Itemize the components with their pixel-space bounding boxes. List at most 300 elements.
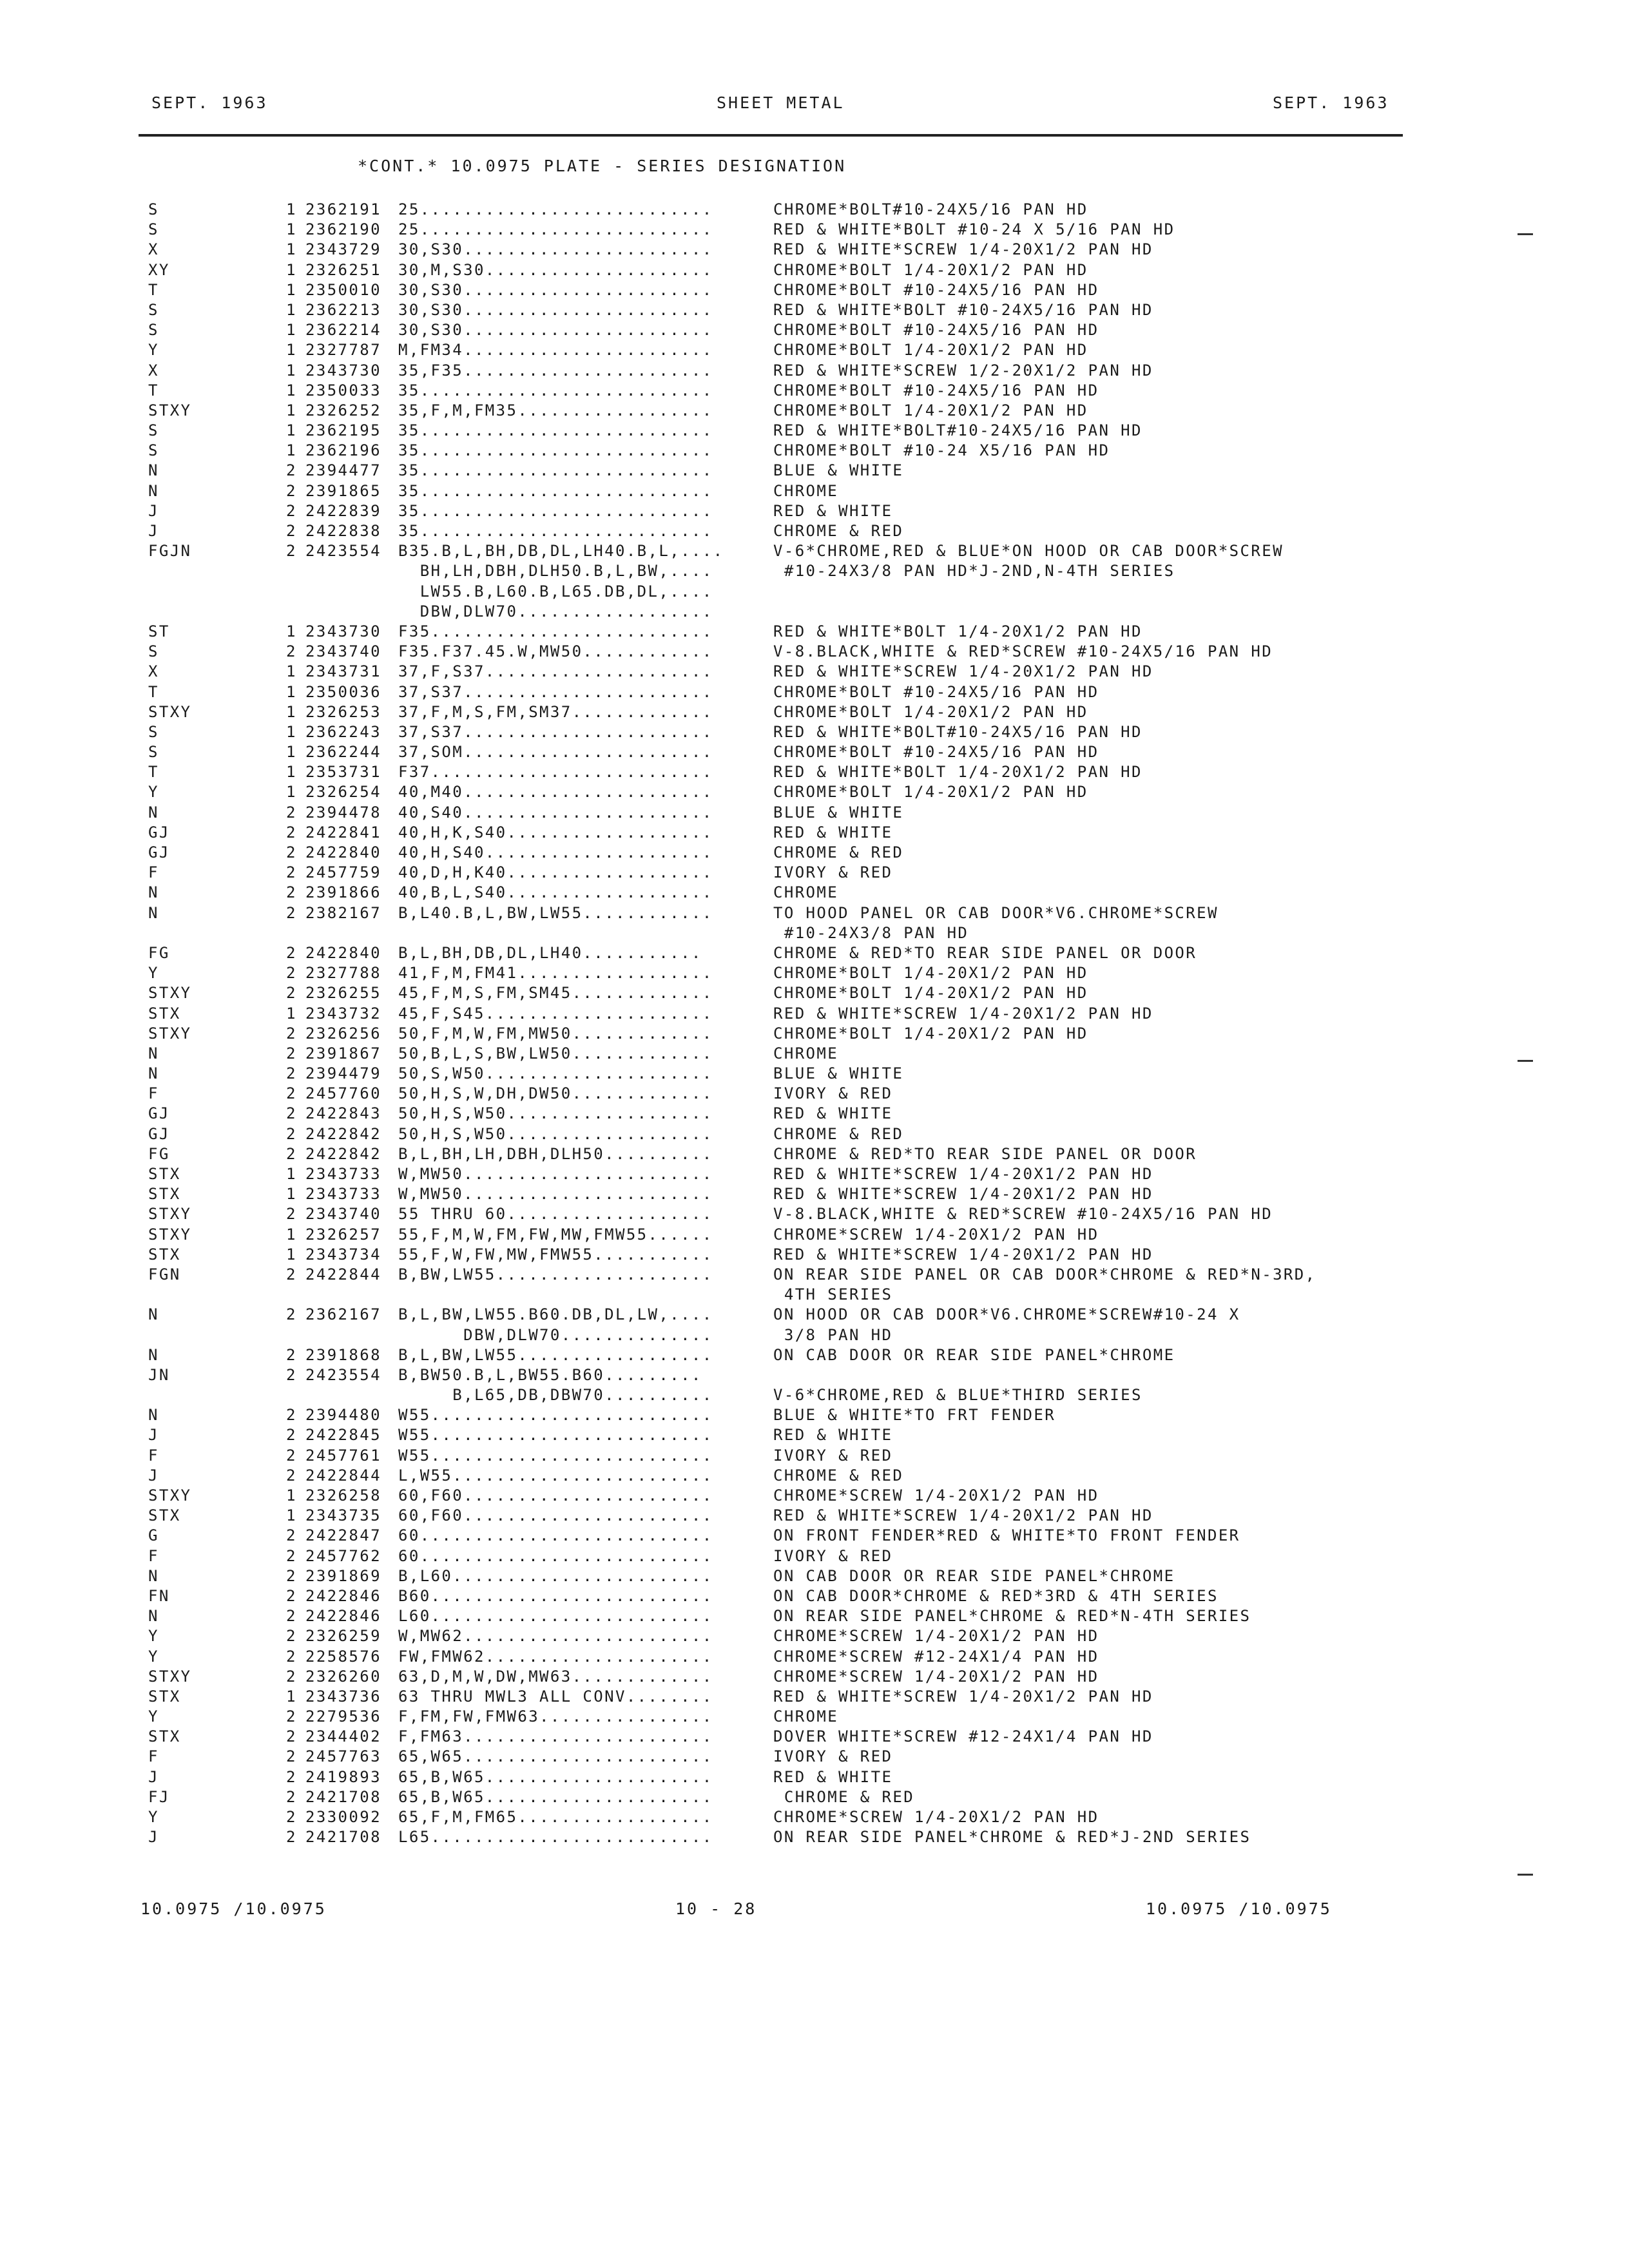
row-description: CHROME*BOLT 1/4-20X1/2 PAN HD: [773, 783, 1088, 802]
row-quantity: 1: [286, 763, 297, 782]
row-description: RED & WHITE*SCREW 1/4-20X1/2 PAN HD: [773, 1245, 1153, 1264]
row-series-code: STX: [148, 1727, 181, 1746]
margin-mark: [1518, 1874, 1533, 1876]
row-description: RED & WHITE*SCREW 1/4-20X1/2 PAN HD: [773, 1687, 1153, 1706]
row-quantity: 1: [286, 361, 297, 380]
row-models: 37,F,S37.....................: [398, 662, 713, 681]
list-item: [0, 461, 1629, 481]
row-quantity: 1: [286, 702, 297, 721]
row-models: 50,H,S,W50...................: [398, 1124, 713, 1143]
row-part-number: 2326251: [305, 260, 381, 279]
row-series-code: STX: [148, 1506, 181, 1525]
row-quantity: 2: [286, 1064, 297, 1083]
row-series-code: S: [148, 220, 159, 239]
list-item: [0, 823, 1629, 843]
row-series-code: N: [148, 883, 159, 902]
row-series-code: N: [148, 481, 159, 500]
row-series-code: T: [148, 763, 159, 782]
row-series-code: N: [148, 1345, 159, 1364]
row-models: 30,S30.......................: [398, 300, 713, 319]
row-series-code: STX: [148, 1165, 181, 1183]
row-description: CHROME*BOLT #10-24X5/16 PAN HD: [773, 743, 1099, 762]
list-item: [0, 702, 1629, 722]
row-description: BLUE & WHITE: [773, 803, 904, 822]
row-models: 35,F,M,FM35..................: [398, 401, 713, 419]
row-quantity: 2: [286, 803, 297, 822]
list-item: [0, 1606, 1629, 1626]
row-part-number: 2391867: [305, 1044, 381, 1062]
row-series-code: F: [148, 1446, 159, 1465]
row-part-number: 2343731: [305, 662, 381, 681]
row-part-number: 2382167: [305, 903, 381, 922]
list-item: [0, 863, 1629, 883]
row-quantity: 2: [286, 1607, 297, 1626]
row-series-code: FJ: [148, 1787, 170, 1806]
header-date-right: SEPT. 1963: [1273, 93, 1389, 112]
row-part-number: 2326252: [305, 401, 381, 419]
row-description: CHROME & RED: [773, 522, 904, 540]
row-series-code: FG: [148, 943, 170, 962]
list-item: [0, 762, 1629, 782]
row-description: CHROME & RED: [773, 1124, 904, 1143]
row-part-number: 2362195: [305, 421, 381, 440]
row-part-number: 2422842: [305, 1124, 381, 1143]
row-series-code: F: [148, 1747, 159, 1766]
row-description: BLUE & WHITE: [773, 1064, 904, 1083]
row-description: CHROME: [773, 883, 839, 902]
row-description: RED & WHITE*BOLT#10-24X5/16 PAN HD: [773, 421, 1142, 440]
row-part-number: 2362196: [305, 441, 381, 460]
row-description: CHROME & RED*TO REAR SIDE PANEL OR DOOR: [773, 943, 1197, 962]
list-item: [0, 441, 1629, 461]
row-models: W,MW50.......................: [398, 1165, 713, 1183]
row-part-number: 2422846: [305, 1586, 381, 1605]
row-part-number: 2422840: [305, 943, 381, 962]
list-item: [0, 1064, 1629, 1084]
row-quantity: 1: [286, 1004, 297, 1023]
list-item: [0, 722, 1629, 742]
row-description: DOVER WHITE*SCREW #12-24X1/4 PAN HD: [773, 1727, 1153, 1746]
row-description: RED & WHITE*SCREW 1/4-20X1/2 PAN HD: [773, 1004, 1153, 1023]
row-models: 40,D,H,K40...................: [398, 863, 713, 882]
row-series-code: X: [148, 361, 159, 380]
row-series-code: N: [148, 1406, 159, 1425]
row-series-code: Y: [148, 341, 159, 360]
list-item: [0, 521, 1629, 541]
row-description: CHROME*BOLT 1/4-20X1/2 PAN HD: [773, 1024, 1088, 1043]
row-part-number: 2421708: [305, 1787, 381, 1806]
row-quantity: 2: [286, 863, 297, 882]
row-models: 35...........................: [398, 381, 713, 399]
row-series-code: N: [148, 1305, 159, 1324]
list-item: [0, 1707, 1629, 1727]
list-item: [0, 1586, 1629, 1606]
row-part-number: 2343730: [305, 622, 381, 640]
list-item: [0, 1365, 1629, 1385]
row-series-code: GJ: [148, 1104, 170, 1123]
row-series-code: X: [148, 240, 159, 259]
row-quantity: 2: [286, 964, 297, 983]
row-description: RED & WHITE*SCREW 1/2-20X1/2 PAN HD: [773, 361, 1153, 380]
row-part-number: 2422846: [305, 1607, 381, 1626]
row-description: RED & WHITE*SCREW 1/4-20X1/2 PAN HD: [773, 662, 1153, 681]
row-series-code: J: [148, 1767, 159, 1786]
row-quantity: 1: [286, 401, 297, 419]
row-models: 60...........................: [398, 1526, 713, 1545]
row-series-code: XY: [148, 260, 170, 279]
row-series-code: GJ: [148, 1124, 170, 1143]
row-models: 65,W65.......................: [398, 1747, 713, 1766]
list-item: [0, 1647, 1629, 1667]
row-series-code: STXY: [148, 1225, 192, 1244]
row-series-code: J: [148, 501, 159, 520]
row-part-number: 2422840: [305, 843, 381, 861]
row-quantity: 2: [286, 642, 297, 661]
list-item: [0, 381, 1629, 401]
row-models: 37,S37.......................: [398, 682, 713, 701]
row-part-number: 2457761: [305, 1446, 381, 1465]
row-models: 40,M40.......................: [398, 783, 713, 802]
header-section-title: SHEET METAL: [717, 93, 845, 112]
row-description: BLUE & WHITE*TO FRT FENDER: [773, 1406, 1056, 1425]
row-part-number: 2362244: [305, 743, 381, 762]
row-quantity: 2: [286, 1406, 297, 1425]
list-item: [0, 1204, 1629, 1224]
row-part-number: 2421708: [305, 1828, 381, 1847]
row-models: L,W55........................: [398, 1466, 713, 1485]
list-item: [0, 1566, 1629, 1586]
row-description: V-6*CHROME,RED & BLUE*THIRD SERIES: [773, 1386, 1142, 1405]
row-part-number: 2422842: [305, 1144, 381, 1163]
row-part-number: 2422845: [305, 1426, 381, 1445]
row-description: CHROME & RED: [773, 843, 904, 861]
row-quantity: 2: [286, 823, 297, 841]
row-description: CHROME*BOLT 1/4-20X1/2 PAN HD: [773, 260, 1088, 279]
row-quantity: 2: [286, 501, 297, 520]
row-description: CHROME*BOLT 1/4-20X1/2 PAN HD: [773, 702, 1088, 721]
list-item: [0, 320, 1629, 340]
row-quantity: 2: [286, 1647, 297, 1666]
row-description: CHROME*SCREW #12-24X1/4 PAN HD: [773, 1647, 1099, 1666]
row-description: IVORY & RED: [773, 1546, 893, 1565]
row-part-number: 2326256: [305, 1024, 381, 1043]
row-description: IVORY & RED: [773, 863, 893, 882]
row-models: W,MW62.......................: [398, 1627, 713, 1646]
row-models: F35..........................: [398, 622, 713, 640]
row-models: 65,F,M,FM65..................: [398, 1808, 713, 1826]
row-description: CHROME*SCREW 1/4-20X1/2 PAN HD: [773, 1486, 1099, 1504]
row-part-number: 2362214: [305, 321, 381, 340]
row-models: 55,F,W,FW,MW,FMW55...........: [398, 1245, 713, 1264]
row-series-code: FG: [148, 1144, 170, 1163]
row-models: 37,F,M,S,FM,SM37.............: [398, 702, 713, 721]
row-models: B35.B,L,BH,DB,DL,LH40.B,L,....: [398, 542, 724, 561]
row-description: CHROME: [773, 1044, 839, 1062]
row-models: 55,F,M,W,FM,FW,MW,FMW55......: [398, 1225, 713, 1244]
row-description: ON CAB DOOR OR REAR SIDE PANEL*CHROME: [773, 1566, 1175, 1585]
row-quantity: 2: [286, 1627, 297, 1646]
row-description: CHROME*BOLT 1/4-20X1/2 PAN HD: [773, 341, 1088, 360]
row-series-code: X: [148, 662, 159, 681]
row-series-code: Y: [148, 1808, 159, 1826]
row-models: 65,B,W65.....................: [398, 1767, 713, 1786]
row-quantity: 2: [286, 1124, 297, 1143]
row-models: 45,F,S45.....................: [398, 1004, 713, 1023]
row-part-number: 2391865: [305, 481, 381, 500]
row-part-number: 2422844: [305, 1466, 381, 1485]
row-series-code: Y: [148, 964, 159, 983]
row-quantity: 2: [286, 1024, 297, 1043]
row-models: 25...........................: [398, 200, 713, 218]
row-models: B,L40.B,L,BW,LW55............: [398, 903, 713, 922]
row-part-number: 2394480: [305, 1406, 381, 1425]
row-models: DBW,DLW70..............: [398, 1325, 713, 1344]
list-item: [0, 1024, 1629, 1044]
row-quantity: 1: [286, 321, 297, 340]
row-models: 50,F,M,W,FM,MW50.............: [398, 1024, 713, 1043]
list-item: [0, 1827, 1629, 1847]
list-item: [0, 742, 1629, 762]
list-item: [0, 260, 1629, 280]
row-part-number: 2326259: [305, 1627, 381, 1646]
row-series-code: STX: [148, 1004, 181, 1023]
row-models: 63 THRU MWL3 ALL CONV........: [398, 1687, 713, 1706]
row-series-code: N: [148, 1607, 159, 1626]
row-models: 50,H,S,W,DH,DW50.............: [398, 1084, 713, 1103]
row-quantity: 2: [286, 1707, 297, 1726]
row-description: V-8.BLACK,WHITE & RED*SCREW #10-24X5/16 PAN HD: [773, 642, 1273, 661]
row-part-number: 2343729: [305, 240, 381, 259]
row-models: 60...........................: [398, 1546, 713, 1565]
row-description: RED & WHITE*SCREW 1/4-20X1/2 PAN HD: [773, 1185, 1153, 1204]
row-quantity: 1: [286, 200, 297, 218]
list-item: [0, 923, 1629, 943]
row-description: CHROME*BOLT 1/4-20X1/2 PAN HD: [773, 964, 1088, 983]
row-quantity: 2: [286, 1426, 297, 1445]
row-series-code: N: [148, 1044, 159, 1062]
row-quantity: 2: [286, 1446, 297, 1465]
row-series-code: STXY: [148, 984, 192, 1003]
row-description: CHROME: [773, 481, 839, 500]
row-models: F37..........................: [398, 763, 713, 782]
row-models: B,BW,LW55....................: [398, 1265, 713, 1283]
row-models: W55..........................: [398, 1446, 713, 1465]
row-models: 35...........................: [398, 461, 713, 480]
row-models: 37,S37.......................: [398, 722, 713, 741]
row-models: 60,F60.......................: [398, 1486, 713, 1504]
row-quantity: 2: [286, 1144, 297, 1163]
list-item: [0, 1305, 1629, 1325]
row-series-code: N: [148, 1566, 159, 1585]
row-part-number: 2327788: [305, 964, 381, 983]
row-models: 40,B,L,S40...................: [398, 883, 713, 902]
row-part-number: 2343740: [305, 642, 381, 661]
list-item: [0, 1265, 1629, 1285]
list-item: [0, 200, 1629, 220]
row-part-number: 2457759: [305, 863, 381, 882]
list-item: [0, 1747, 1629, 1767]
list-item: [0, 300, 1629, 320]
row-series-code: JN: [148, 1365, 170, 1384]
row-description: IVORY & RED: [773, 1084, 893, 1103]
row-series-code: S: [148, 200, 159, 218]
row-quantity: 2: [286, 903, 297, 922]
row-models: B,L,BH,LH,DBH,DLH50..........: [398, 1144, 713, 1163]
row-models: 37,SOM.......................: [398, 743, 713, 762]
row-part-number: 2343733: [305, 1165, 381, 1183]
row-series-code: F: [148, 1084, 159, 1103]
row-description: V-6*CHROME,RED & BLUE*ON HOOD OR CAB DOOR*SCREW: [773, 542, 1284, 561]
row-series-code: N: [148, 1064, 159, 1083]
list-item: [0, 1004, 1629, 1024]
row-models: 25...........................: [398, 220, 713, 239]
row-quantity: 1: [286, 341, 297, 360]
row-quantity: 1: [286, 260, 297, 279]
row-series-code: T: [148, 280, 159, 299]
parts-list: [0, 200, 1629, 1847]
row-part-number: 2330092: [305, 1808, 381, 1826]
list-item: [0, 1325, 1629, 1345]
row-description: RED & WHITE*SCREW 1/4-20X1/2 PAN HD: [773, 1506, 1153, 1525]
list-item: [0, 421, 1629, 441]
row-quantity: 2: [286, 883, 297, 902]
row-part-number: 2391869: [305, 1566, 381, 1585]
row-models: B,L65,DB,DBW70..........: [398, 1386, 713, 1405]
row-series-code: T: [148, 682, 159, 701]
list-item: [0, 662, 1629, 682]
row-description: CHROME: [773, 1707, 839, 1726]
row-quantity: 2: [286, 1586, 297, 1605]
row-models: 40,H,S40.....................: [398, 843, 713, 861]
row-models: F,FM63.......................: [398, 1727, 713, 1746]
row-part-number: 2343732: [305, 1004, 381, 1023]
row-part-number: 2326260: [305, 1667, 381, 1686]
row-description: CHROME*BOLT#10-24X5/16 PAN HD: [773, 200, 1088, 218]
row-part-number: 2422839: [305, 501, 381, 520]
list-item: [0, 1546, 1629, 1566]
row-models: 35,F35.......................: [398, 361, 713, 380]
list-item: [0, 361, 1629, 381]
list-item: [0, 1767, 1629, 1787]
row-description: CHROME*SCREW 1/4-20X1/2 PAN HD: [773, 1627, 1099, 1646]
row-quantity: 1: [286, 240, 297, 259]
row-part-number: 2279536: [305, 1707, 381, 1726]
row-part-number: 2343740: [305, 1205, 381, 1224]
row-series-code: STXY: [148, 1486, 192, 1504]
row-models: 50,H,S,W50...................: [398, 1104, 713, 1123]
row-quantity: 2: [286, 1365, 297, 1384]
list-item: [0, 1104, 1629, 1124]
row-description: TO HOOD PANEL OR CAB DOOR*V6.CHROME*SCREW: [773, 903, 1219, 922]
row-description: RED & WHITE: [773, 501, 893, 520]
row-series-code: J: [148, 522, 159, 540]
row-quantity: 2: [286, 1084, 297, 1103]
row-models: B,L,BW,LW55.B60.DB,DL,LW,....: [398, 1305, 713, 1324]
row-models: 35...........................: [398, 441, 713, 460]
row-series-code: S: [148, 743, 159, 762]
footer-ref-right: 10.0975 /10.0975: [1146, 1899, 1332, 1918]
list-item: [0, 963, 1629, 983]
row-series-code: STXY: [148, 1024, 192, 1043]
row-models: 50,B,L,S,BW,LW50.............: [398, 1044, 713, 1062]
list-item: [0, 983, 1629, 1003]
row-description: V-8.BLACK,WHITE & RED*SCREW #10-24X5/16 PAN HD: [773, 1205, 1273, 1224]
row-quantity: 2: [286, 1808, 297, 1826]
row-part-number: 2362213: [305, 300, 381, 319]
row-part-number: 2326257: [305, 1225, 381, 1244]
row-models: 45,F,M,S,FM,SM45.............: [398, 984, 713, 1003]
list-item: [0, 1526, 1629, 1546]
row-series-code: J: [148, 1466, 159, 1485]
row-series-code: STXY: [148, 1205, 192, 1224]
list-item: [0, 1687, 1629, 1707]
row-series-code: S: [148, 421, 159, 440]
row-description: ON CAB DOOR*CHROME & RED*3RD & 4TH SERIES: [773, 1586, 1219, 1605]
row-part-number: 2457762: [305, 1546, 381, 1565]
row-series-code: G: [148, 1526, 159, 1545]
row-models: 63,D,M,W,DW,MW63.............: [398, 1667, 713, 1686]
row-part-number: 2423554: [305, 1365, 381, 1384]
row-models: 50,S,W50.....................: [398, 1064, 713, 1083]
row-models: 35...........................: [398, 522, 713, 540]
row-quantity: 2: [286, 1466, 297, 1485]
row-quantity: 1: [286, 783, 297, 802]
row-description: ON REAR SIDE PANEL OR CAB DOOR*CHROME & RED*N-3RD,: [773, 1265, 1316, 1283]
row-models: 41,F,M,FM41..................: [398, 964, 713, 983]
row-quantity: 2: [286, 1566, 297, 1585]
row-series-code: GJ: [148, 843, 170, 861]
list-item: [0, 1727, 1629, 1747]
row-models: F35.F37.45.W,MW50............: [398, 642, 713, 661]
header-rule: [139, 134, 1403, 137]
list-item: [0, 1405, 1629, 1425]
margin-mark: [1518, 233, 1533, 235]
row-description: RED & WHITE: [773, 1104, 893, 1123]
row-series-code: ST: [148, 622, 170, 640]
row-quantity: 2: [286, 461, 297, 480]
row-models: 40,S40.......................: [398, 803, 713, 822]
list-item: [0, 541, 1629, 561]
row-models: 65,B,W65.....................: [398, 1787, 713, 1806]
row-description: CHROME*SCREW 1/4-20X1/2 PAN HD: [773, 1225, 1099, 1244]
row-part-number: 2423554: [305, 542, 381, 561]
list-item: [0, 782, 1629, 802]
row-models: B,L60........................: [398, 1566, 713, 1585]
row-models: LW55.B,L60.B,L65.DB,DL,....: [398, 582, 713, 601]
row-series-code: STXY: [148, 1667, 192, 1686]
row-description: CHROME & RED: [773, 1787, 915, 1806]
row-models: M,FM34.......................: [398, 341, 713, 360]
row-description: BLUE & WHITE: [773, 461, 904, 480]
row-description: RED & WHITE*SCREW 1/4-20X1/2 PAN HD: [773, 240, 1153, 259]
list-item: [0, 1084, 1629, 1104]
row-part-number: 2362191: [305, 200, 381, 218]
row-part-number: 2326255: [305, 984, 381, 1003]
list-item: [0, 582, 1629, 602]
row-part-number: 2353731: [305, 763, 381, 782]
list-item: [0, 883, 1629, 903]
list-item: [0, 1506, 1629, 1526]
list-item: [0, 622, 1629, 642]
row-description: CHROME & RED*TO REAR SIDE PANEL OR DOOR: [773, 1144, 1197, 1163]
row-models: FW,FMW62.....................: [398, 1647, 713, 1666]
row-series-code: S: [148, 441, 159, 460]
list-item: [0, 843, 1629, 863]
row-quantity: 1: [286, 722, 297, 741]
row-quantity: 2: [286, 1305, 297, 1324]
row-description: CHROME*BOLT #10-24X5/16 PAN HD: [773, 682, 1099, 701]
row-quantity: 2: [286, 522, 297, 540]
